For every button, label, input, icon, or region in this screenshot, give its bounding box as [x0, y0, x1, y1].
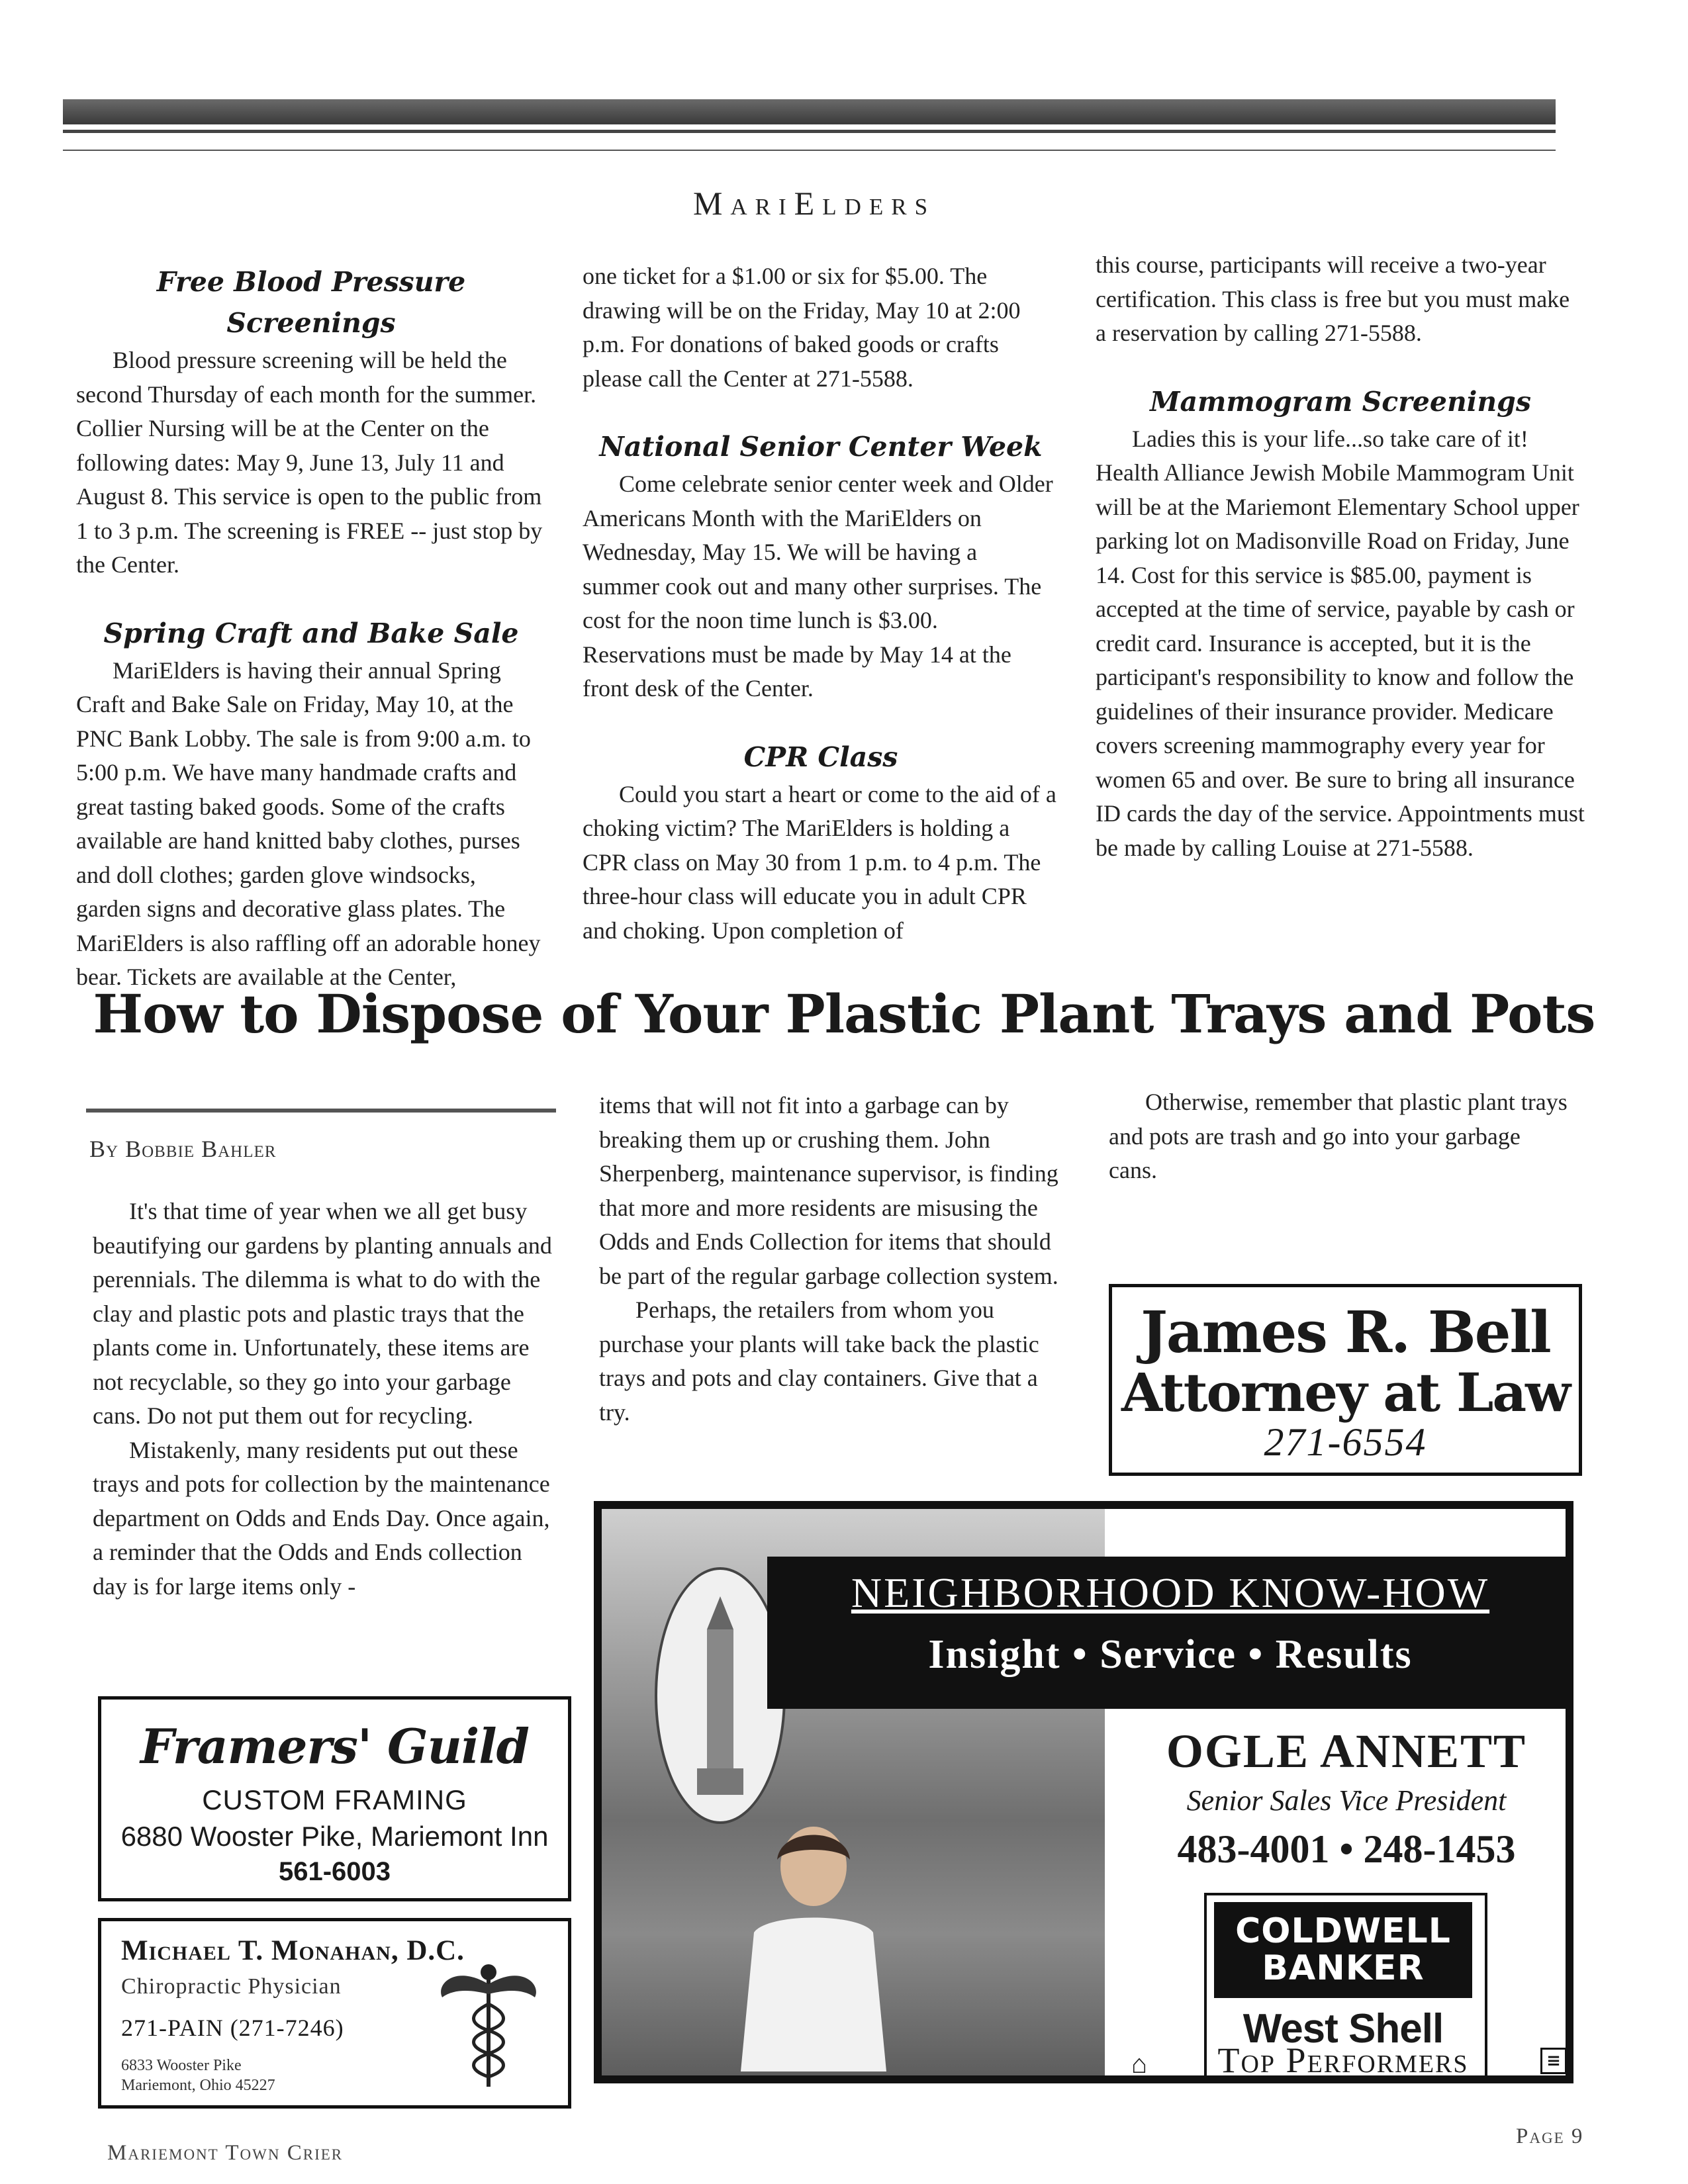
bell-attorney-ad: [1109, 1284, 1582, 1476]
caduceus-icon: [429, 1958, 548, 2090]
bell-profession: Attorney at Law: [1121, 1361, 1570, 1424]
header-rule: [63, 130, 1556, 133]
publication-name: Mariemont Town Crier: [107, 2141, 344, 2165]
plastic-column-3: [1109, 1085, 1572, 1188]
article-body: Ladies this is your life...so take care of it! Health Alliance Jewish Mobile Mammogram Unit will be at the Mariemont Elementary School upper parking lot on Madisonville Road on Friday, June 14. Cost for this service is $85.00, payment is accepted at the time of service, payable by cash or credit card. Insurance is accepted, but it is the participant's responsibility to know and follow the guidelines of their insurance provider. Medicare covers screening mammography every year for women 65 and over. Be sure to bring all insurance ID cards the day of the service. Appointments must be made by calling Louise at 271-5588.: [1096, 425, 1585, 861]
article-body-continued: this course, participants will receive a two-year certification. This class is free but you must make a reservation by calling 271-5588.: [1096, 251, 1570, 346]
brand-name: West Shell: [1243, 2006, 1444, 2052]
article-body: Come celebrate senior center week and Older Americans Month with the MariElders on Wednesday, May 15. We will be having a summer cook out and many other surprises. The cost for the noon time lunch is $3.00. Reservations must be made by May 14 at the front desk of the Center.: [583, 471, 1053, 702]
monahan-address: 6833 Wooster Pike: [121, 2057, 242, 2074]
plastic-column-1: [93, 1195, 556, 1604]
header-rule-thin: [63, 150, 1556, 151]
framers-address: 6880 Wooster Pike, Mariemont Inn: [120, 1821, 549, 1852]
top-performers: Top Performers: [1217, 2040, 1469, 2080]
monahan-ad: [98, 1918, 571, 2109]
byline-rule: [86, 1109, 556, 1113]
tower-illustration: [655, 1567, 786, 1824]
framers-phone: 561-6003: [278, 1857, 391, 1886]
monahan-title: Chiropractic Physician: [121, 1974, 342, 1999]
ad-tagline: Insight • Service • Results: [928, 1632, 1413, 1677]
article-heading: Mammogram Screenings: [1150, 385, 1531, 418]
article-heading: CPR Class: [743, 741, 898, 773]
agent-title: Senior Sales Vice President: [1186, 1784, 1507, 1817]
monahan-name: Michael T. Monahan, D.C.: [121, 1935, 465, 1966]
column-3: [1096, 248, 1585, 865]
realtor-ad: [594, 1501, 1573, 2083]
agent-photo: [714, 1820, 913, 2071]
agent-phones: 483-4001 • 248-1453: [1177, 1827, 1516, 1871]
bell-phone: 271-6554: [1264, 1420, 1427, 1464]
article-headline: How to Dispose of Your Plastic Plant Trays and Pots: [93, 983, 1595, 1045]
framers-service: CUSTOM FRAMING: [202, 1784, 467, 1815]
article-paragraph: Perhaps, the retailers from whom you purchase your plants will take back the plastic trays and pots and clay containers. Give that a try.: [599, 1297, 1039, 1426]
monahan-city: Mariemont, Ohio 45227: [121, 2077, 275, 2094]
equal-housing-icon: ⌂: [1131, 2049, 1148, 2079]
article-body: Could you start a heart or come to the aid of a choking victim? The MariElders is holding a CPR class on May 30 from 1 p.m. to 4 p.m. The three-hour class will educate you in adult CPR and choking. Upon completion of: [583, 780, 1056, 944]
article-body: MariElders is having their annual Spring Craft and Bake Sale on Friday, May 10, at the PNC Bank Lobby. The sale is from 9:00 a.m. to 5:00 p.m. We have many handmade crafts and great tasting baked goods. Some of the crafts available are hand knitted baby clothes, purses and doll clothes; garden glove windsocks, garden signs and decorative glass plates. The MariElders is also raffling off an adorable honey bear. Tickets are available at the Center,: [76, 657, 541, 990]
article-heading: Free Blood Pressure Screenings: [156, 266, 466, 339]
monahan-phone: 271-PAIN (271-7246): [121, 2015, 344, 2041]
article-paragraph: It's that time of year when we all get busy beautifying our gardens by planting annuals and perennials. The dilemma is what to do with the clay and plastic pots and plastic trays that the plants come in. Unfortunately, these items are not recyclable, so they go into your garbage cans. Do not put them out for recycling.: [93, 1198, 552, 1429]
article-body-continued: one ticket for a $1.00 or six for $5.00. The drawing will be on the Friday, May 10 at 2:00 p.m. For donations of baked goods or crafts please call the Center at 271-5588.: [583, 263, 1021, 392]
brand-line-1: COLDWELL: [1235, 1911, 1451, 1951]
plastic-column-2: [599, 1089, 1066, 1430]
article-paragraph: Mistakenly, many residents put out these trays and pots for collection by the maintenance department on Odds and Ends Day. Once again, a reminder that the Odds and Ends collection day is for large items only -: [93, 1436, 550, 1600]
page-number: Page 9: [1516, 2124, 1584, 2148]
article-paragraph: items that will not fit into a garbage can by breaking them up or crushing them. John Sherpenberg, maintenance supervisor, is finding that more and more residents are misusing the Odds and Ends Collection for items that should be part of the regular garbage collection system.: [599, 1092, 1058, 1289]
article-paragraph: Otherwise, remember that plastic plant trays and pots are trash and go into your garbage cans.: [1109, 1089, 1568, 1183]
header-bar: [63, 99, 1556, 124]
tower-icon: [657, 1570, 783, 1821]
framers-logo: Framers' Guild: [140, 1718, 529, 1774]
byline: By Bobbie Bahler: [89, 1136, 277, 1162]
bell-name: James R. Bell: [1141, 1299, 1550, 1366]
section-title: MariElders: [692, 185, 936, 222]
brand-line-2: BANKER: [1262, 1948, 1425, 1988]
framers-guild-ad: [98, 1696, 571, 1901]
coldwell-banker-logo: [1214, 1902, 1472, 1998]
article-heading: National Senior Center Week: [599, 431, 1043, 463]
column-2: [583, 259, 1059, 948]
ad-banner-title: NEIGHBORHOOD KNOW-HOW: [851, 1569, 1490, 1616]
article-heading: Spring Craft and Bake Sale: [103, 617, 519, 649]
agent-name: OGLE ANNETT: [1166, 1725, 1527, 1778]
article-body: Blood pressure screening will be held the second Thursday of each month for the summer. Collier Nursing will be at the Center on the following dates: May 9, June 13, July 11 and August 8. This service is open to the public from 1 to 3 p.m. The screening is FREE -- just stop by the Center.: [76, 347, 543, 578]
column-1: [76, 261, 546, 995]
realtor-mark-icon: ≡: [1540, 2048, 1567, 2074]
